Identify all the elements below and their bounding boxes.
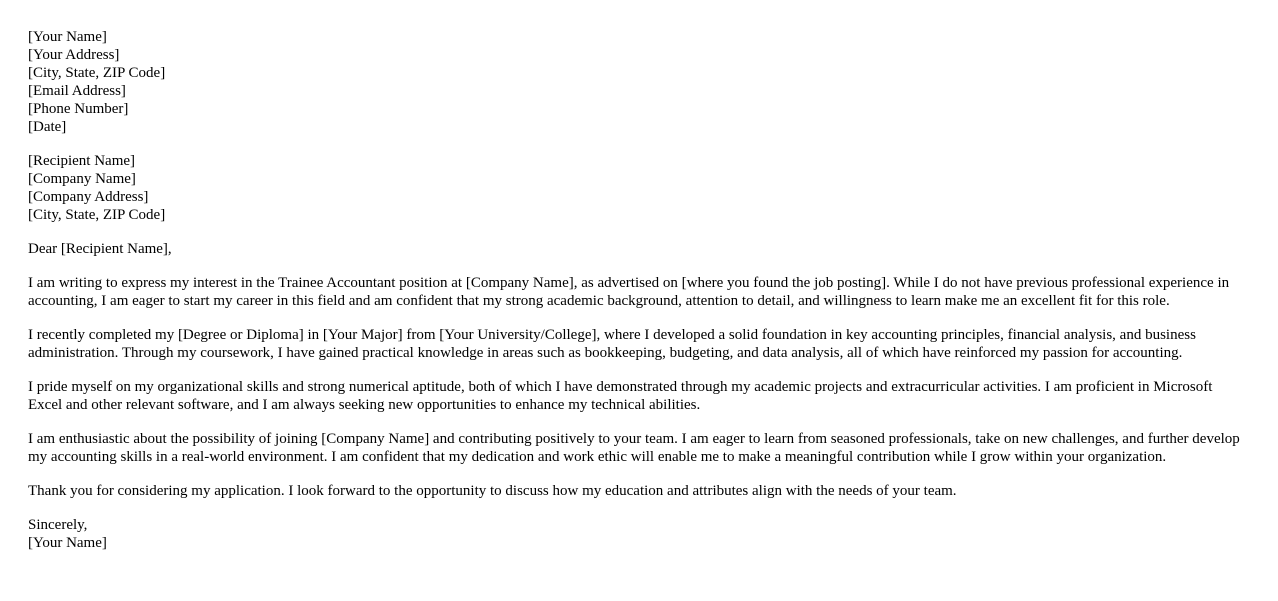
- body-paragraph-2: I recently completed my [Degree or Diploma] in [Your Major] from [Your University/College], where I developed a solid foundation in key accounting principles, financial analysis, and business administration. Through my coursework, I have gained practical knowledge in areas such as bookkeeping, budgeting, and data analysis, all of which have reinforced my passion for accounting.: [28, 327, 1196, 361]
- closing-block: [28, 516, 1250, 552]
- recipient-company-address: [Company Address]: [28, 189, 149, 205]
- body-paragraph-4: I am enthusiastic about the possibility of joining [Company Name] and contributing positively to your team. I am eager to learn from seasoned professionals, take on new challenges, and further develop my accounting skills in a real-world environment. I am confident that my dedication and work ethic will enable me to make a meaningful contribution while I grow within your organization.: [28, 431, 1240, 465]
- recipient-block: [28, 152, 1250, 224]
- body-paragraph-1: I am writing to express my interest in the Trainee Accountant position at [Company Name], as advertised on [where you found the job posting]. While I do not have previous professional experience in accounting, I am eager to start my career in this field and am confident that my strong academic background, attention to detail, and willingness to learn make me an excellent fit for this role.: [28, 275, 1230, 309]
- sender-email: [Email Address]: [28, 83, 126, 99]
- letter-date: [Date]: [28, 119, 67, 135]
- body-paragraph-3: I pride myself on my organizational skills and strong numerical aptitude, both of which I have demonstrated through my academic projects and extracurricular activities. I am proficient in Microsoft Excel and other relevant software, and I am always seeking new opportunities to enhance my technical abilities.: [28, 379, 1213, 413]
- sender-name: [Your Name]: [28, 29, 107, 45]
- recipient-name: [Recipient Name]: [28, 153, 136, 169]
- recipient-company: [Company Name]: [28, 171, 136, 187]
- body-paragraph-5: Thank you for considering my application. I look forward to the opportunity to discuss how my education and attributes align with the needs of your team.: [28, 483, 957, 499]
- salutation: Dear [Recipient Name],: [28, 241, 172, 257]
- cover-letter: [28, 28, 1250, 568]
- recipient-city-state-zip: [City, State, ZIP Code]: [28, 207, 166, 223]
- sender-block: [28, 28, 1250, 136]
- sender-address: [Your Address]: [28, 47, 120, 63]
- sender-phone: [Phone Number]: [28, 101, 129, 117]
- signature-name: [Your Name]: [28, 535, 107, 551]
- valediction: Sincerely,: [28, 517, 88, 533]
- sender-city-state-zip: [City, State, ZIP Code]: [28, 65, 166, 81]
